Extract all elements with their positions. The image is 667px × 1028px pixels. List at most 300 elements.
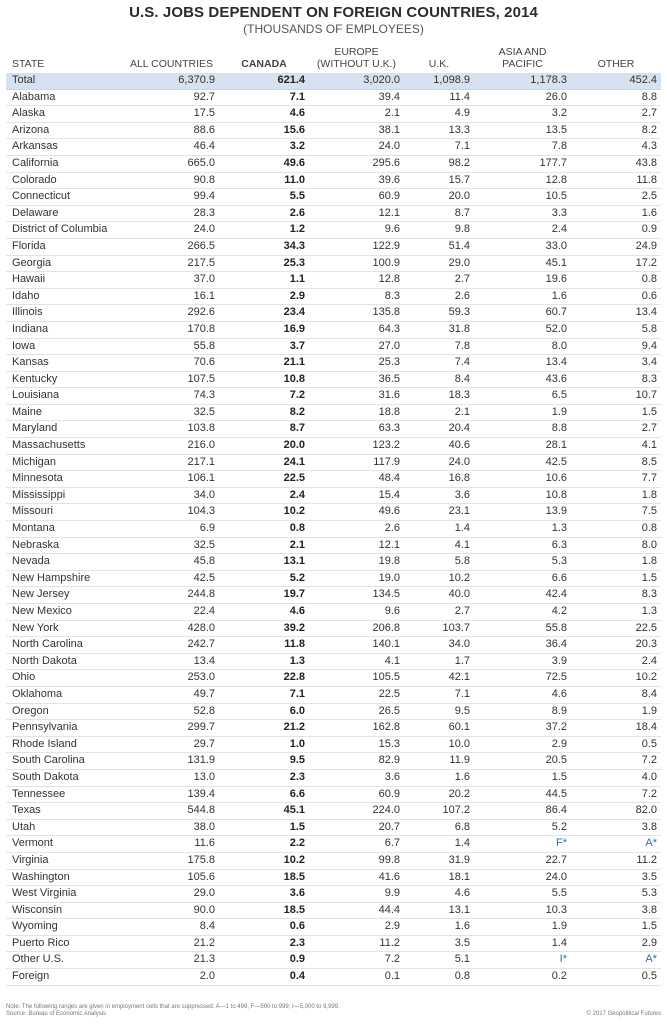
canada-cell: 24.1: [219, 454, 309, 471]
state-cell: Alabama: [6, 89, 124, 106]
table-row: [6, 487, 661, 504]
all-countries-cell: 175.8: [124, 852, 219, 869]
uk-cell: 1.7: [404, 653, 474, 670]
all-countries-cell: 46.4: [124, 139, 219, 156]
asia-pacific-cell: 43.6: [474, 371, 571, 388]
europe-cell: 63.3: [309, 421, 404, 438]
europe-cell: 20.7: [309, 819, 404, 836]
table-row: [6, 172, 661, 189]
canada-cell: 0.6: [219, 919, 309, 936]
state-cell: Other U.S.: [6, 952, 124, 969]
table-row: [6, 902, 661, 919]
asia-pacific-cell: 4.6: [474, 686, 571, 703]
table-row: [6, 786, 661, 803]
state-cell: Alaska: [6, 106, 124, 123]
state-cell: Total: [6, 73, 124, 89]
table-row: [6, 554, 661, 571]
state-cell: Ohio: [6, 670, 124, 687]
europe-cell: 8.3: [309, 288, 404, 305]
other-cell: 4.0: [571, 769, 661, 786]
table-row: [6, 769, 661, 786]
asia-pacific-cell: 8.0: [474, 338, 571, 355]
uk-cell: 29.0: [404, 255, 474, 272]
other-cell: 3.4: [571, 355, 661, 372]
table-row: [6, 686, 661, 703]
state-cell: Missouri: [6, 504, 124, 521]
table-row: [6, 587, 661, 604]
europe-cell: 36.5: [309, 371, 404, 388]
table-row: [6, 703, 661, 720]
footer-credit: © 2017 Geopolitical Futures: [586, 1011, 661, 1017]
all-countries-cell: 242.7: [124, 637, 219, 654]
other-cell: 1.9: [571, 703, 661, 720]
asia-pacific-cell: 3.3: [474, 205, 571, 222]
table-row: [6, 869, 661, 886]
asia-pacific-cell: 1.9: [474, 404, 571, 421]
canada-cell: 2.3: [219, 935, 309, 952]
europe-cell: 9.6: [309, 604, 404, 621]
asia-pacific-cell: 22.7: [474, 852, 571, 869]
state-cell: Connecticut: [6, 189, 124, 206]
europe-cell: 44.4: [309, 902, 404, 919]
uk-cell: 1,098.9: [404, 73, 474, 89]
europe-cell: 22.5: [309, 686, 404, 703]
uk-cell: 0.8: [404, 969, 474, 986]
all-countries-cell: 217.1: [124, 454, 219, 471]
other-cell: 11.2: [571, 852, 661, 869]
other-cell: 8.5: [571, 454, 661, 471]
europe-cell: 3.6: [309, 769, 404, 786]
table-row: [6, 570, 661, 587]
europe-cell: 7.2: [309, 952, 404, 969]
state-cell: Vermont: [6, 836, 124, 853]
asia-pacific-cell: 13.5: [474, 122, 571, 139]
asia-pacific-cell: 7.8: [474, 139, 571, 156]
state-cell: Mississippi: [6, 487, 124, 504]
uk-cell: 20.0: [404, 189, 474, 206]
uk-cell: 2.7: [404, 272, 474, 289]
state-cell: Maine: [6, 404, 124, 421]
other-cell: 8.8: [571, 89, 661, 106]
uk-cell: 18.1: [404, 869, 474, 886]
canada-cell: 7.1: [219, 89, 309, 106]
other-cell: 3.8: [571, 819, 661, 836]
all-countries-cell: 216.0: [124, 438, 219, 455]
state-cell: Arkansas: [6, 139, 124, 156]
all-countries-cell: 70.6: [124, 355, 219, 372]
canada-cell: 2.1: [219, 537, 309, 554]
all-countries-cell: 104.3: [124, 504, 219, 521]
canada-cell: 7.2: [219, 388, 309, 405]
uk-cell: 34.0: [404, 637, 474, 654]
uk-cell: 10.2: [404, 570, 474, 587]
canada-cell: 18.5: [219, 869, 309, 886]
table-row: [6, 919, 661, 936]
other-cell: 9.4: [571, 338, 661, 355]
table-row: [6, 836, 661, 853]
state-cell: South Dakota: [6, 769, 124, 786]
canada-cell: 3.7: [219, 338, 309, 355]
canada-cell: 6.6: [219, 786, 309, 803]
canada-cell: 10.2: [219, 504, 309, 521]
other-cell: 7.2: [571, 786, 661, 803]
other-cell: 3.5: [571, 869, 661, 886]
europe-cell: 31.6: [309, 388, 404, 405]
uk-cell: 20.4: [404, 421, 474, 438]
other-cell: 2.7: [571, 421, 661, 438]
asia-pacific-cell: 72.5: [474, 670, 571, 687]
canada-cell: 9.5: [219, 753, 309, 770]
uk-cell: 98.2: [404, 155, 474, 172]
all-countries-cell: 32.5: [124, 404, 219, 421]
all-countries-cell: 107.5: [124, 371, 219, 388]
uk-cell: 42.1: [404, 670, 474, 687]
europe-cell: 41.6: [309, 869, 404, 886]
uk-cell: 103.7: [404, 620, 474, 637]
other-cell: 1.3: [571, 604, 661, 621]
state-cell: North Dakota: [6, 653, 124, 670]
all-countries-cell: 37.0: [124, 272, 219, 289]
other-cell: 0.5: [571, 969, 661, 986]
canada-cell: 13.1: [219, 554, 309, 571]
state-cell: Arizona: [6, 122, 124, 139]
state-cell: Louisiana: [6, 388, 124, 405]
asia-pacific-cell: 5.5: [474, 886, 571, 903]
other-cell: 0.9: [571, 222, 661, 239]
table-row: [6, 222, 661, 239]
europe-cell: 24.0: [309, 139, 404, 156]
column-header-all-countries: ALL COUNTRIES: [129, 58, 214, 70]
canada-cell: 2.3: [219, 769, 309, 786]
state-cell: California: [6, 155, 124, 172]
uk-cell: 6.8: [404, 819, 474, 836]
other-cell: 4.3: [571, 139, 661, 156]
canada-cell: 39.2: [219, 620, 309, 637]
state-cell: Oklahoma: [6, 686, 124, 703]
all-countries-cell: 90.8: [124, 172, 219, 189]
other-cell: 43.8: [571, 155, 661, 172]
uk-cell: 5.1: [404, 952, 474, 969]
other-cell: 1.5: [571, 404, 661, 421]
all-countries-cell: 17.5: [124, 106, 219, 123]
canada-cell: 621.4: [219, 73, 309, 89]
table-row: [6, 438, 661, 455]
europe-cell: 64.3: [309, 321, 404, 338]
all-countries-cell: 170.8: [124, 321, 219, 338]
uk-cell: 5.8: [404, 554, 474, 571]
asia-pacific-cell: 86.4: [474, 803, 571, 820]
europe-cell: 18.8: [309, 404, 404, 421]
uk-cell: 24.0: [404, 454, 474, 471]
other-cell: 22.5: [571, 620, 661, 637]
state-cell: Virginia: [6, 852, 124, 869]
canada-cell: 10.2: [219, 852, 309, 869]
europe-cell: 38.1: [309, 122, 404, 139]
uk-cell: 11.4: [404, 89, 474, 106]
state-cell: Delaware: [6, 205, 124, 222]
all-countries-cell: 6,370.9: [124, 73, 219, 89]
europe-cell: 12.8: [309, 272, 404, 289]
other-cell: 2.7: [571, 106, 661, 123]
state-cell: Washington: [6, 869, 124, 886]
column-header-asia-pacific: [474, 40, 571, 73]
uk-cell: 11.9: [404, 753, 474, 770]
canada-cell: 6.0: [219, 703, 309, 720]
all-countries-cell: 42.5: [124, 570, 219, 587]
asia-pacific-cell: 177.7: [474, 155, 571, 172]
other-cell: 1.5: [571, 570, 661, 587]
other-cell: 24.9: [571, 238, 661, 255]
footer-source: Source: Bureau of Economic Analysis: [6, 1011, 107, 1017]
table-row: [6, 471, 661, 488]
europe-cell: 2.6: [309, 521, 404, 538]
other-cell: 5.8: [571, 321, 661, 338]
state-cell: Puerto Rico: [6, 935, 124, 952]
europe-cell: 295.6: [309, 155, 404, 172]
canada-cell: 49.6: [219, 155, 309, 172]
asia-pacific-cell: 13.9: [474, 504, 571, 521]
other-cell: 11.8: [571, 172, 661, 189]
table-row: [6, 139, 661, 156]
asia-pacific-cell: F*: [474, 836, 571, 853]
table-row: [6, 952, 661, 969]
other-cell: A*: [571, 836, 661, 853]
asia-pacific-cell: 1.5: [474, 769, 571, 786]
uk-cell: 20.2: [404, 786, 474, 803]
all-countries-cell: 103.8: [124, 421, 219, 438]
table-row: [6, 969, 661, 986]
all-countries-cell: 90.0: [124, 902, 219, 919]
column-header-uk: U.K.: [428, 58, 450, 70]
uk-cell: 7.1: [404, 139, 474, 156]
table-row: [6, 653, 661, 670]
uk-cell: 31.8: [404, 321, 474, 338]
canada-cell: 21.2: [219, 720, 309, 737]
state-cell: Rhode Island: [6, 736, 124, 753]
other-cell: 8.2: [571, 122, 661, 139]
other-cell: 17.2: [571, 255, 661, 272]
other-cell: 0.5: [571, 736, 661, 753]
table-row: [6, 205, 661, 222]
europe-cell: 19.8: [309, 554, 404, 571]
canada-cell: 1.5: [219, 819, 309, 836]
other-cell: 452.4: [571, 73, 661, 89]
all-countries-cell: 665.0: [124, 155, 219, 172]
uk-cell: 60.1: [404, 720, 474, 737]
table-row: [6, 637, 661, 654]
canada-cell: 2.2: [219, 836, 309, 853]
europe-cell: 39.6: [309, 172, 404, 189]
page-subtitle: (THOUSANDS OF EMPLOYEES): [243, 22, 424, 36]
all-countries-cell: 266.5: [124, 238, 219, 255]
other-cell: 10.7: [571, 388, 661, 405]
europe-cell: 12.1: [309, 205, 404, 222]
all-countries-cell: 88.6: [124, 122, 219, 139]
asia-pacific-cell: 1.9: [474, 919, 571, 936]
canada-cell: 45.1: [219, 803, 309, 820]
all-countries-cell: 74.3: [124, 388, 219, 405]
other-cell: 8.0: [571, 537, 661, 554]
state-cell: Wyoming: [6, 919, 124, 936]
state-cell: Iowa: [6, 338, 124, 355]
asia-pacific-cell: 1,178.3: [474, 73, 571, 89]
all-countries-cell: 29.0: [124, 886, 219, 903]
all-countries-cell: 52.8: [124, 703, 219, 720]
uk-cell: 3.5: [404, 935, 474, 952]
all-countries-cell: 22.4: [124, 604, 219, 621]
europe-cell: 82.9: [309, 753, 404, 770]
uk-cell: 18.3: [404, 388, 474, 405]
footer-note: Note: The following ranges are given in employment cells that are suppressed: A—1 to 499; F—500 to 999; I—5,000 to 9,999.: [6, 1004, 340, 1010]
table-row: [6, 454, 661, 471]
asia-pacific-cell: 10.5: [474, 189, 571, 206]
asia-pacific-cell: 45.1: [474, 255, 571, 272]
asia-pacific-cell: 44.5: [474, 786, 571, 803]
other-cell: 7.2: [571, 753, 661, 770]
page-title: U.S. JOBS DEPENDENT ON FOREIGN COUNTRIES, 2014: [129, 4, 538, 21]
europe-cell: 135.8: [309, 305, 404, 322]
other-cell: 8.3: [571, 371, 661, 388]
canada-cell: 20.0: [219, 438, 309, 455]
column-header-state: STATE: [12, 58, 45, 70]
uk-cell: 3.6: [404, 487, 474, 504]
state-cell: Georgia: [6, 255, 124, 272]
asia-pacific-cell: 10.8: [474, 487, 571, 504]
asia-pacific-cell: 10.6: [474, 471, 571, 488]
europe-cell: 6.7: [309, 836, 404, 853]
table-row: [6, 521, 661, 538]
asia-pacific-cell: 3.2: [474, 106, 571, 123]
europe-cell: 39.4: [309, 89, 404, 106]
europe-cell: 0.1: [309, 969, 404, 986]
all-countries-cell: 131.9: [124, 753, 219, 770]
uk-cell: 1.6: [404, 769, 474, 786]
table-row: [6, 504, 661, 521]
europe-cell: 2.1: [309, 106, 404, 123]
other-cell: 5.3: [571, 886, 661, 903]
table-row: [6, 670, 661, 687]
asia-pacific-cell: 52.0: [474, 321, 571, 338]
canada-cell: 2.9: [219, 288, 309, 305]
canada-cell: 21.1: [219, 355, 309, 372]
canada-cell: 22.8: [219, 670, 309, 687]
other-cell: 82.0: [571, 803, 661, 820]
other-cell: 0.6: [571, 288, 661, 305]
table-row: [6, 604, 661, 621]
europe-cell: 105.5: [309, 670, 404, 687]
canada-cell: 15.6: [219, 122, 309, 139]
all-countries-cell: 34.0: [124, 487, 219, 504]
all-countries-cell: 21.2: [124, 935, 219, 952]
asia-pacific-cell: 42.4: [474, 587, 571, 604]
asia-pacific-cell: 37.2: [474, 720, 571, 737]
canada-cell: 7.1: [219, 686, 309, 703]
uk-cell: 2.7: [404, 604, 474, 621]
all-countries-cell: 253.0: [124, 670, 219, 687]
all-countries-cell: 13.4: [124, 653, 219, 670]
europe-cell: 123.2: [309, 438, 404, 455]
canada-cell: 34.3: [219, 238, 309, 255]
column-header-europe-line1: EUROPE: [334, 46, 379, 58]
canada-cell: 11.8: [219, 637, 309, 654]
europe-cell: 25.3: [309, 355, 404, 372]
table-row: [6, 272, 661, 289]
canada-cell: 1.3: [219, 653, 309, 670]
uk-cell: 23.1: [404, 504, 474, 521]
other-cell: 1.6: [571, 205, 661, 222]
other-cell: 0.8: [571, 272, 661, 289]
uk-cell: 16.8: [404, 471, 474, 488]
asia-pacific-cell: 28.1: [474, 438, 571, 455]
table-row: [6, 620, 661, 637]
asia-pacific-cell: 4.2: [474, 604, 571, 621]
canada-cell: 1.0: [219, 736, 309, 753]
other-cell: 2.9: [571, 935, 661, 952]
state-cell: New Mexico: [6, 604, 124, 621]
canada-cell: 19.7: [219, 587, 309, 604]
uk-cell: 4.9: [404, 106, 474, 123]
other-cell: 20.3: [571, 637, 661, 654]
canada-cell: 3.2: [219, 139, 309, 156]
uk-cell: 10.0: [404, 736, 474, 753]
jobs-table: [6, 40, 661, 986]
uk-cell: 4.1: [404, 537, 474, 554]
europe-cell: 162.8: [309, 720, 404, 737]
canada-cell: 2.4: [219, 487, 309, 504]
uk-cell: 13.1: [404, 902, 474, 919]
state-cell: Texas: [6, 803, 124, 820]
column-header-europe: [309, 40, 404, 73]
all-countries-cell: 544.8: [124, 803, 219, 820]
all-countries-cell: 24.0: [124, 222, 219, 239]
state-cell: New Jersey: [6, 587, 124, 604]
other-cell: 1.5: [571, 919, 661, 936]
state-cell: South Carolina: [6, 753, 124, 770]
table-header-row: [6, 40, 661, 73]
canada-cell: 0.9: [219, 952, 309, 969]
asia-pacific-cell: 1.6: [474, 288, 571, 305]
asia-pacific-cell: 1.4: [474, 935, 571, 952]
europe-cell: 206.8: [309, 620, 404, 637]
europe-cell: 15.4: [309, 487, 404, 504]
all-countries-cell: 292.6: [124, 305, 219, 322]
asia-pacific-cell: 2.9: [474, 736, 571, 753]
table-row: [6, 89, 661, 106]
europe-cell: 11.2: [309, 935, 404, 952]
other-cell: 2.5: [571, 189, 661, 206]
canada-cell: 5.2: [219, 570, 309, 587]
other-cell: 1.8: [571, 487, 661, 504]
asia-pacific-cell: 19.6: [474, 272, 571, 289]
table-body: [6, 73, 661, 985]
canada-cell: 11.0: [219, 172, 309, 189]
state-cell: Massachusetts: [6, 438, 124, 455]
state-cell: Idaho: [6, 288, 124, 305]
all-countries-cell: 299.7: [124, 720, 219, 737]
europe-cell: 2.9: [309, 919, 404, 936]
all-countries-cell: 6.9: [124, 521, 219, 538]
state-cell: New Hampshire: [6, 570, 124, 587]
state-cell: Wisconsin: [6, 902, 124, 919]
state-cell: Tennessee: [6, 786, 124, 803]
state-cell: Nevada: [6, 554, 124, 571]
asia-pacific-cell: 55.8: [474, 620, 571, 637]
other-cell: 7.5: [571, 504, 661, 521]
state-cell: Florida: [6, 238, 124, 255]
asia-pacific-cell: 6.5: [474, 388, 571, 405]
uk-cell: 4.6: [404, 886, 474, 903]
asia-pacific-cell: 0.2: [474, 969, 571, 986]
